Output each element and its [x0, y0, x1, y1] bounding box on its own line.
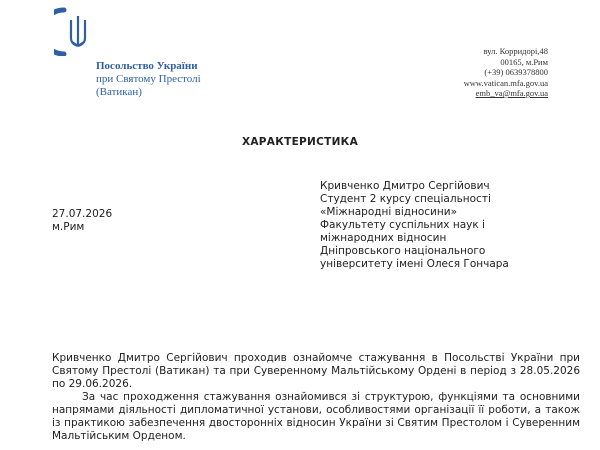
- recipient-block: [320, 180, 509, 271]
- website: www.vatican.mfa.gov.ua: [463, 77, 548, 88]
- recipient-line: «Міжнародні відносини»: [320, 206, 457, 218]
- date-place: [52, 208, 112, 234]
- logo-blue-arc-icon: [54, 10, 64, 54]
- recipient-line: міжнародних відносин: [320, 232, 447, 244]
- recipient-line: університету імені Олеся Гончара: [320, 258, 509, 270]
- document-title: ХАРАКТЕРИСТИКА: [241, 136, 358, 148]
- embassy-name-line: Посольство України: [96, 60, 198, 72]
- document-body: [52, 352, 580, 443]
- embassy-name-line: при Святому Престолі: [96, 73, 201, 85]
- embassy-name: [96, 60, 201, 99]
- email-link[interactable]: emb_va@mfa.gov.ua: [475, 88, 548, 98]
- recipient-line: Кривченко Дмитро Сергійович: [320, 180, 490, 192]
- document-place: м.Рим: [52, 221, 85, 233]
- contact-block: [464, 46, 548, 99]
- phone-number: (+39) 0639378800: [484, 67, 548, 77]
- body-paragraph: За час проходження стажування ознайомився зі структурою, функціями та основними напрямами діяльності дипломатичної установи, особливостями організації її роботи, а також із практикою забезпечення двосторонніх відносин України зі Святим Престолом і Суверенним Мальтійським Орденом.: [52, 391, 580, 442]
- embassy-name-line: (Ватикан): [96, 86, 142, 98]
- trident-icon: [71, 16, 85, 46]
- recipient-line: Факультету суспільних наук і: [320, 219, 485, 231]
- recipient-line: Дніпровського національного: [320, 245, 486, 257]
- address-street: вул. Корридорі,48: [483, 46, 548, 56]
- address-city: 00165, м.Рим: [500, 56, 548, 67]
- embassy-logo: [54, 4, 108, 56]
- recipient-line: Студент 2 курсу спеціальності: [320, 193, 491, 205]
- document-date: 27.07.2026: [52, 208, 113, 220]
- body-paragraph: Кривченко Дмитро Сергійович проходив ознайомче стажування в Посольстві України при Святому Престолі (Ватикан) та при Суверенному Мальтійському Ордені в період з 28.05.2026 по 29.06.2026.: [52, 352, 580, 390]
